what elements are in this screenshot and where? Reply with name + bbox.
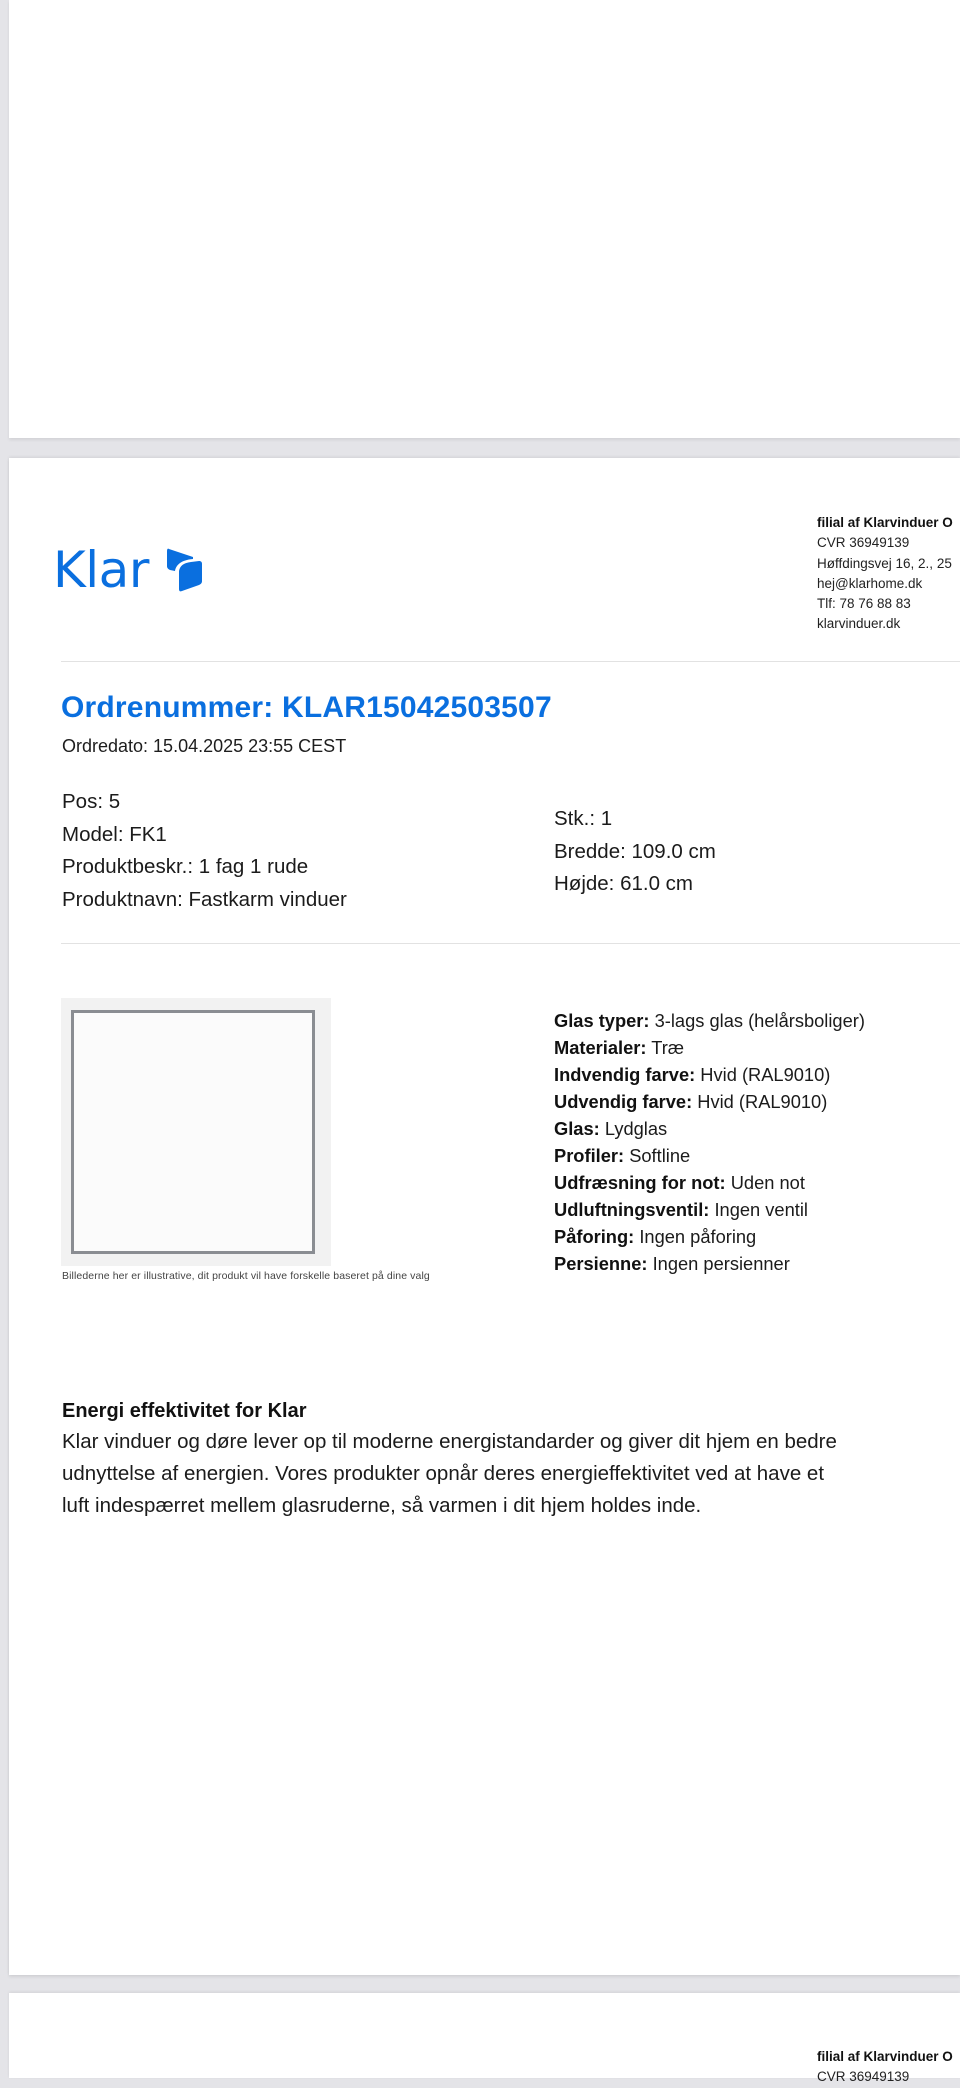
spec-label: Persienne: bbox=[554, 1253, 648, 1274]
spec-label: Glas typer: bbox=[554, 1010, 650, 1031]
spec-label: Glas: bbox=[554, 1118, 600, 1139]
company-cvr: CVR 36949139 bbox=[817, 2069, 910, 2085]
energy-line: Klar vinduer og døre lever op til moderne energistandarder og giver dit hjem en bedre bbox=[62, 1430, 837, 1453]
spec-value: Ingen persienner bbox=[652, 1253, 790, 1274]
spec-row bbox=[554, 1196, 865, 1223]
spec-label: Udvendig farve: bbox=[554, 1091, 693, 1112]
next-page-company-info bbox=[817, 2047, 953, 2088]
spec-row bbox=[554, 1250, 865, 1277]
company-phone: Tlf: 78 76 88 83 bbox=[817, 596, 911, 612]
item-model: Model: FK1 bbox=[62, 822, 167, 846]
energy-body bbox=[62, 1426, 960, 1522]
company-cvr: CVR 36949139 bbox=[817, 535, 910, 551]
company-info bbox=[817, 513, 953, 635]
spec-row bbox=[554, 1169, 865, 1196]
energy-line: luft indespærret mellem glasruderne, så varmen i dit hjem holdes inde. bbox=[62, 1494, 702, 1517]
item-width: Bredde: 109.0 cm bbox=[554, 839, 716, 863]
company-website: klarvinduer.dk bbox=[817, 616, 901, 632]
item-quantity: Stk.: 1 bbox=[554, 807, 613, 830]
company-address: Høffdingsvej 16, 2., 25 bbox=[817, 555, 952, 571]
company-email: hej@klarhome.dk bbox=[817, 575, 923, 591]
item-info-left bbox=[62, 786, 347, 916]
company-name: filial af Klarvinduer O bbox=[817, 2049, 953, 2064]
spec-label: Påforing: bbox=[554, 1226, 635, 1247]
spec-row bbox=[554, 1223, 865, 1250]
company-name: filial af Klarvinduer O bbox=[817, 515, 953, 530]
spec-row bbox=[554, 1142, 865, 1169]
spec-value: Softline bbox=[629, 1145, 691, 1166]
energy-line: udnyttelse af energien. Vores produkter opnår deres energieffektivitet ved at have et bbox=[62, 1462, 825, 1485]
spec-value: Ingen påforing bbox=[639, 1226, 757, 1247]
spec-row bbox=[554, 1061, 865, 1088]
item-height: Højde: 61.0 cm bbox=[554, 872, 693, 895]
spec-value: Uden not bbox=[730, 1172, 805, 1193]
spec-row bbox=[554, 1088, 865, 1115]
item-product-name: Produktnavn: Fastkarm vinduer bbox=[62, 887, 347, 911]
item-info-right bbox=[554, 803, 716, 901]
order-date: Ordredato: 15.04.2025 23:55 CEST bbox=[62, 736, 347, 756]
energy-section bbox=[62, 1396, 960, 1522]
image-caption: Billederne her er illustrative, dit produkt vil have forskelle baseret på dine valg bbox=[62, 1270, 430, 1282]
spec-value: 3-lags glas (helårsboliger) bbox=[654, 1010, 865, 1031]
item-position: Pos: 5 bbox=[62, 790, 121, 813]
spec-label: Udluftningsventil: bbox=[554, 1199, 710, 1220]
spec-row bbox=[554, 1007, 865, 1034]
spec-value: Ingen ventil bbox=[714, 1199, 808, 1220]
spec-label: Profiler: bbox=[554, 1145, 625, 1166]
spec-value: Lydglas bbox=[604, 1118, 668, 1139]
spec-label: Materialer: bbox=[554, 1037, 647, 1058]
divider bbox=[61, 661, 960, 662]
logo-text: Klar bbox=[53, 541, 149, 599]
spec-value: Hvid (RAL9010) bbox=[697, 1091, 828, 1112]
divider bbox=[61, 943, 960, 944]
energy-title: Energi effektivitet for Klar bbox=[62, 1400, 307, 1422]
item-description: Produktbeskr.: 1 fag 1 rude bbox=[62, 855, 309, 878]
spec-value: Træ bbox=[651, 1037, 685, 1058]
window-frame-illustration bbox=[71, 1010, 315, 1254]
spec-row bbox=[554, 1115, 865, 1142]
previous-page bbox=[9, 0, 960, 438]
brand-logo bbox=[53, 541, 203, 599]
product-image bbox=[61, 998, 331, 1266]
spec-value: Hvid (RAL9010) bbox=[700, 1064, 831, 1085]
order-number: Ordrenummer: KLAR15042503507 bbox=[61, 691, 552, 724]
spec-label: Udfræsning for not: bbox=[554, 1172, 726, 1193]
spec-label: Indvendig farve: bbox=[554, 1064, 696, 1085]
product-specs bbox=[554, 1007, 865, 1277]
klar-logo-mark-icon bbox=[167, 547, 203, 593]
spec-row bbox=[554, 1034, 865, 1061]
